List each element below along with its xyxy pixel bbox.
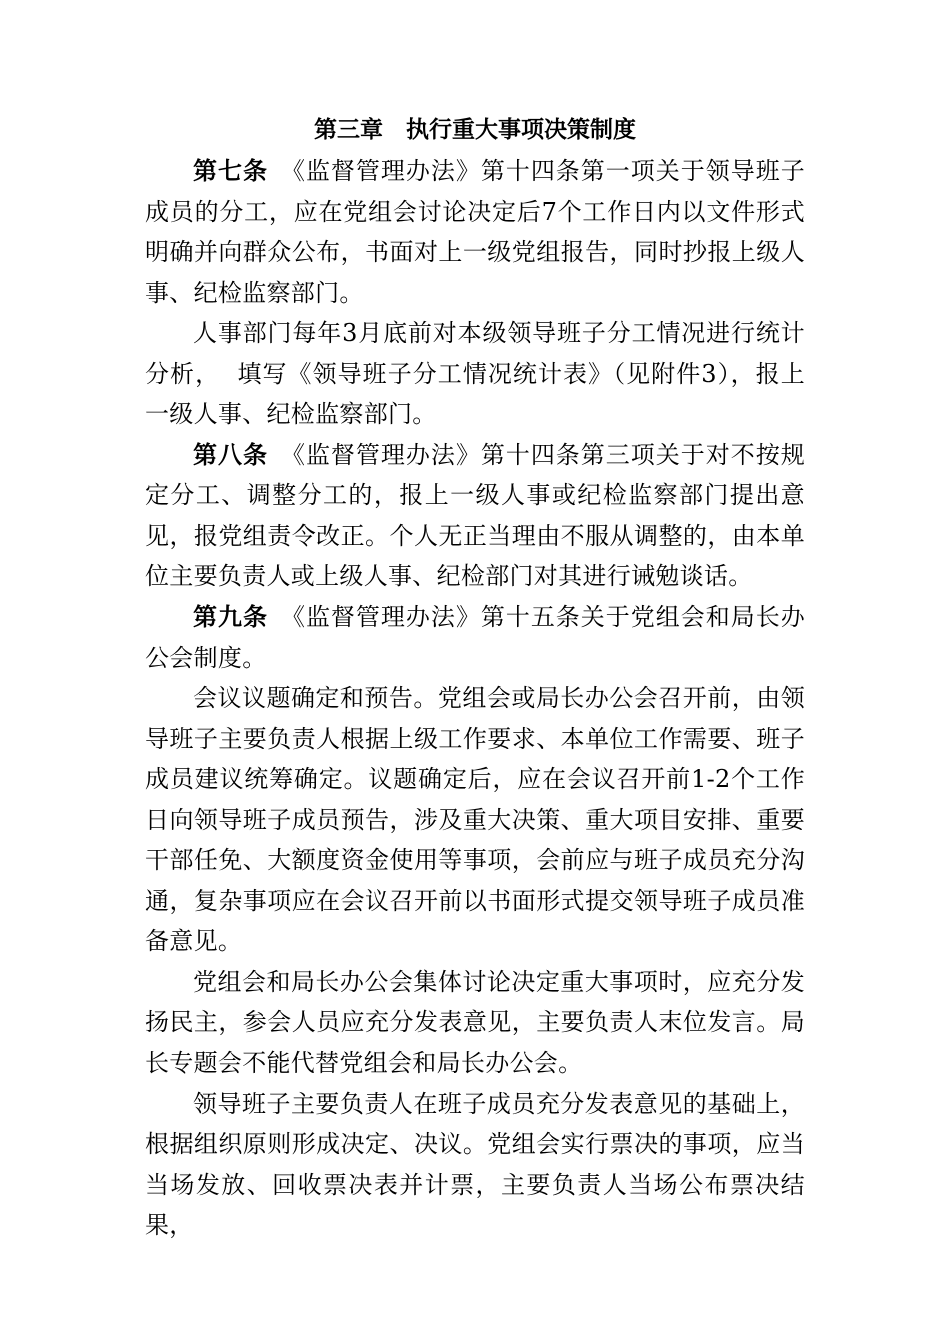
paragraph — [145, 962, 805, 1084]
paragraph-article-9 — [145, 597, 805, 678]
paragraph — [145, 1084, 805, 1246]
paragraph — [145, 313, 805, 435]
paragraph-text: 《监督管理办法》第十四条第三项关于对不按规定分工、调整分工的，报上一级人事或纪检监察部门提出意见，报党组责令改正。个人无正当理由不服从调整的，由本单位主要负责人或上级人事、纪检部门对其进行诫勉谈话。 — [145, 440, 805, 591]
article-number: 第七条 — [193, 157, 268, 185]
paragraph-text: 《监督管理办法》第十五条关于党组会和局长办公会制度。 — [145, 603, 805, 672]
article-number: 第九条 — [193, 603, 268, 632]
paragraph-text: 《监督管理办法》第十四条第一项关于领导班子成员的分工，应在党组会讨论决定后7个工作日内以文件形式明确并向群众公布，书面对上一级党组报告，同时抄报上级人事、纪检监察部门。 — [145, 157, 805, 307]
chapter-title: 第三章 执行重大事项决策制度 — [314, 117, 636, 143]
article-number: 第八条 — [193, 440, 268, 469]
paragraph-text: 领导班子主要负责人在班子成员充分发表意见的基础上，根据组织原则形成决定、决议。党组会实行票决的事项，应当当场发放、回收票决表并计票，主要负责人当场公布票决结果， — [145, 1089, 805, 1240]
paragraph-text: 人事部门每年3月底前对本级领导班子分工情况进行统计分析， 填写《领导班子分工情况统计表》（见附件3），报上一级人事、纪检监察部门。 — [145, 319, 805, 429]
paragraph-article-8 — [145, 435, 805, 597]
paragraph-text: 会议议题确定和预告。党组会或局长办公会召开前，由领导班子主要负责人根据上级工作要求、本单位工作需要、班子成员建议统筹确定。议题确定后，应在会议召开前1-2个工作日向领导班子成员预告，涉及重大决策、重大项目安排、重要干部任免、大额度资金使用等事项，会前应与班子成员充分沟通，复杂事项应在会议召开前以书面形式提交领导班子成员准备意见。 — [145, 684, 805, 956]
paragraph-text: 党组会和局长办公会集体讨论决定重大事项时，应充分发扬民主，参会人员应充分发表意见，主要负责人末位发言。局长专题会不能代替党组会和局长办公会。 — [145, 967, 805, 1078]
paragraph — [145, 678, 805, 962]
paragraph-article-7 — [145, 151, 805, 313]
body-text — [145, 151, 805, 1246]
